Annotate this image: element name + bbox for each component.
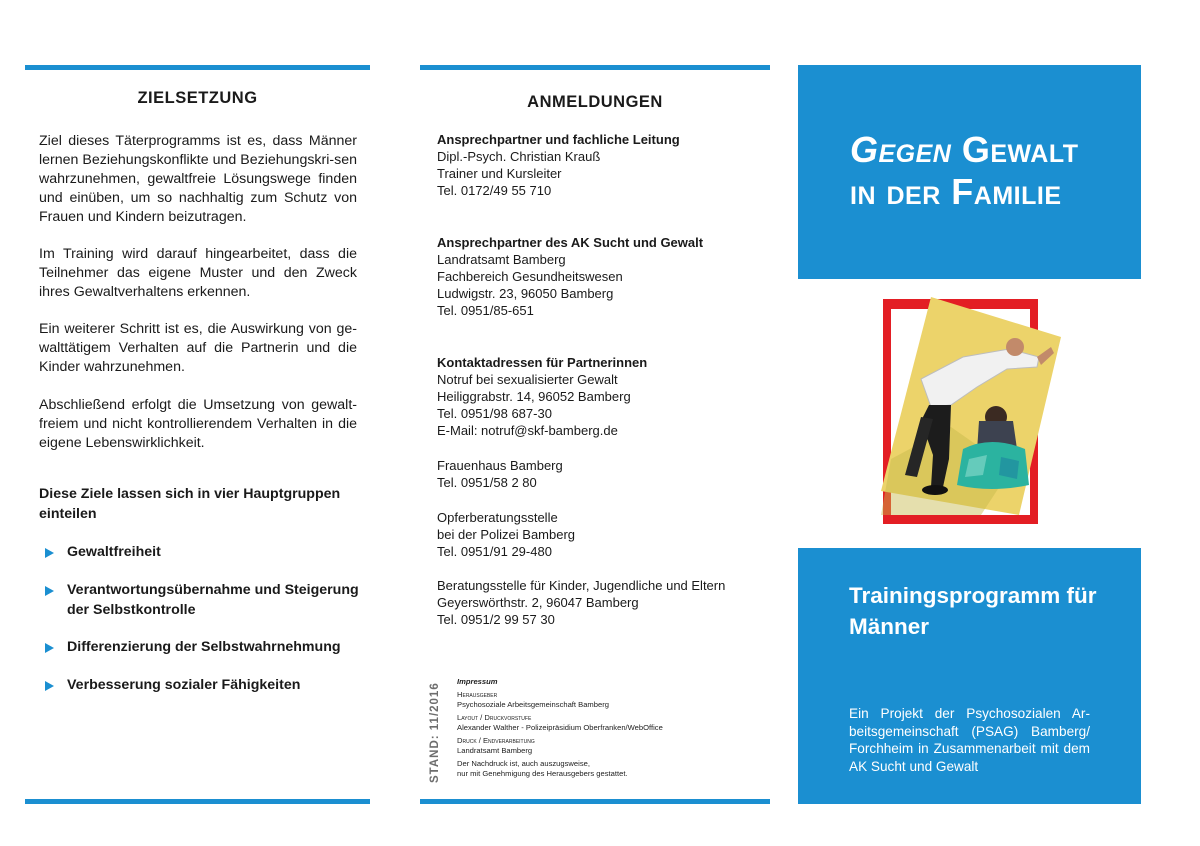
zielsetzung-paragraph-1: Ziel dieses Täterprogramms ist es, dass Männer lernen Beziehungskonflikte und Beziehungskri-sen wahrzunehmen, gewaltfreie Lösungswege finden und einüben, um so nachhaltig zum Schutz von Frauen und Kindern beizutragen.	[39, 133, 357, 225]
contact-phone: Tel. 0951/2 99 57 30	[437, 612, 555, 627]
impressum-text	[457, 677, 747, 779]
contact-block	[437, 457, 767, 491]
training-title: Trainingsprogramm für Männer	[849, 583, 1097, 639]
triangle-bullet-icon	[45, 548, 54, 558]
triangle-bullet-icon	[45, 681, 54, 691]
goal-bullet-text: Differenzierung der Selbstwahrnehmung	[67, 639, 341, 655]
panel-anmeldungen	[420, 65, 770, 805]
domestic-violence-photo	[891, 309, 1071, 515]
training-box	[798, 548, 1141, 804]
anmeldungen-heading: ANMELDUNGEN	[527, 93, 663, 111]
panel-zielsetzung	[25, 65, 370, 805]
title-word-gewalt: Gewalt	[961, 129, 1079, 170]
contact-phone: Tel. 0951/91 29-480	[437, 544, 552, 559]
contact-line: Landratsamt Bamberg	[437, 252, 566, 267]
impressum-title: Impressum	[457, 677, 498, 686]
title-box	[798, 65, 1141, 279]
contact-address: Ludwigstr. 23, 96050 Bamberg	[437, 286, 614, 301]
contact-phone: Tel. 0951/85-651	[437, 303, 534, 318]
photo-frame	[883, 299, 1038, 524]
zielsetzung-paragraph-3: Ein weiterer Schritt ist es, die Auswirkung von ge-walttätigem Verhalten auf die Partnerin und die Kinder wahrzunehmen.	[39, 321, 357, 375]
stand-date: STAND: 11/2016	[429, 682, 441, 783]
impressum-label: Herausgeber	[457, 690, 498, 699]
zielsetzung-paragraph-2: Im Training wird darauf hingearbeitet, dass die Teilnehmer das eigene Muster und den Zweck ihres Gewaltverhaltens erkennen.	[39, 246, 357, 300]
contact-line: Frauenhaus Bamberg	[437, 458, 563, 473]
zielsetzung-heading: ZIELSETZUNG	[137, 89, 258, 107]
contact-title: Kontaktadressen für Partnerinnen	[437, 355, 648, 370]
contact-phone: Tel. 0951/58 2 80	[437, 475, 537, 490]
brochure-title	[850, 129, 1140, 213]
contact-block	[437, 577, 767, 628]
contact-line: Beratungsstelle für Kinder, Jugendliche und Eltern	[437, 578, 726, 593]
contact-address: Geyerswörthstr. 2, 96047 Bamberg	[437, 595, 639, 610]
impressum-note: nur mit Genehmigung des Herausgebers gestattet.	[457, 769, 628, 778]
contact-line: Opferberatungsstelle	[437, 510, 558, 525]
contact-title: Ansprechpartner und fachliche Leitung	[437, 132, 680, 147]
impressum-label: Layout / Druckvorstufe	[457, 713, 532, 722]
contact-line: Fachbereich Gesundheitswesen	[437, 269, 623, 284]
zielsetzung-paragraph-4: Abschließend erfolgt die Umsetzung von gewalt-freiem und nicht kontrollierendem Verhalten in die eigene Lebenswirklichkeit.	[39, 397, 357, 451]
title-line-2: in der Familie	[850, 171, 1062, 212]
contact-phone: Tel. 0951/98 687-30	[437, 406, 552, 421]
impressum	[429, 673, 757, 798]
impressum-note: Der Nachdruck ist, auch auszugsweise,	[457, 759, 590, 768]
goal-bullet-text: Gewaltfreiheit	[67, 544, 161, 560]
contact-line: Dipl.-Psych. Christian Krauß	[437, 149, 601, 164]
triangle-bullet-icon	[45, 643, 54, 653]
impressum-value: Landratsamt Bamberg	[457, 746, 533, 755]
triangle-bullet-icon	[45, 586, 54, 596]
photo	[891, 309, 1030, 515]
impressum-value: Psychosoziale Arbeitsgemeinschaft Bamberg	[457, 700, 609, 709]
impressum-label: Druck / Endverarbeitung	[457, 736, 535, 745]
goal-bullet-text: Verantwortungsübernahme und Steigerung der Selbstkontrolle	[67, 582, 359, 618]
photo-man-head	[1006, 338, 1024, 356]
goals-lead: Diese Ziele lassen sich in vier Hauptgruppen einteilen	[39, 486, 341, 522]
photo-man-shoe	[922, 485, 948, 495]
contact-block	[437, 234, 767, 319]
contact-block	[437, 131, 767, 199]
contact-block	[437, 509, 767, 560]
impressum-value: Alexander Walther - Polizeipräsidium Oberfranken/WebOffice	[457, 723, 663, 732]
contact-line: Trainer und Kursleiter	[437, 166, 562, 181]
contact-email: E-Mail: notruf@skf-bamberg.de	[437, 423, 618, 438]
contact-phone: Tel. 0172/49 55 710	[437, 183, 552, 198]
contact-line: Notruf bei sexualisierter Gewalt	[437, 372, 618, 387]
title-word-gegen: Gegen	[850, 129, 952, 170]
contact-line: bei der Polizei Bamberg	[437, 527, 576, 542]
contact-address: Heiliggrabstr. 14, 96052 Bamberg	[437, 389, 631, 404]
contact-block	[437, 354, 767, 439]
contact-title: Ansprechpartner des AK Sucht und Gewalt	[437, 235, 704, 250]
goal-bullet-text: Verbesserung sozialer Fähigkeiten	[67, 677, 301, 693]
project-description: Ein Projekt der Psychosozialen Ar-beitsgemeinschaft (PSAG) Bamberg/ Forchheim in Zusammenarbeit mit dem AK Sucht und Gewalt	[849, 706, 1090, 774]
